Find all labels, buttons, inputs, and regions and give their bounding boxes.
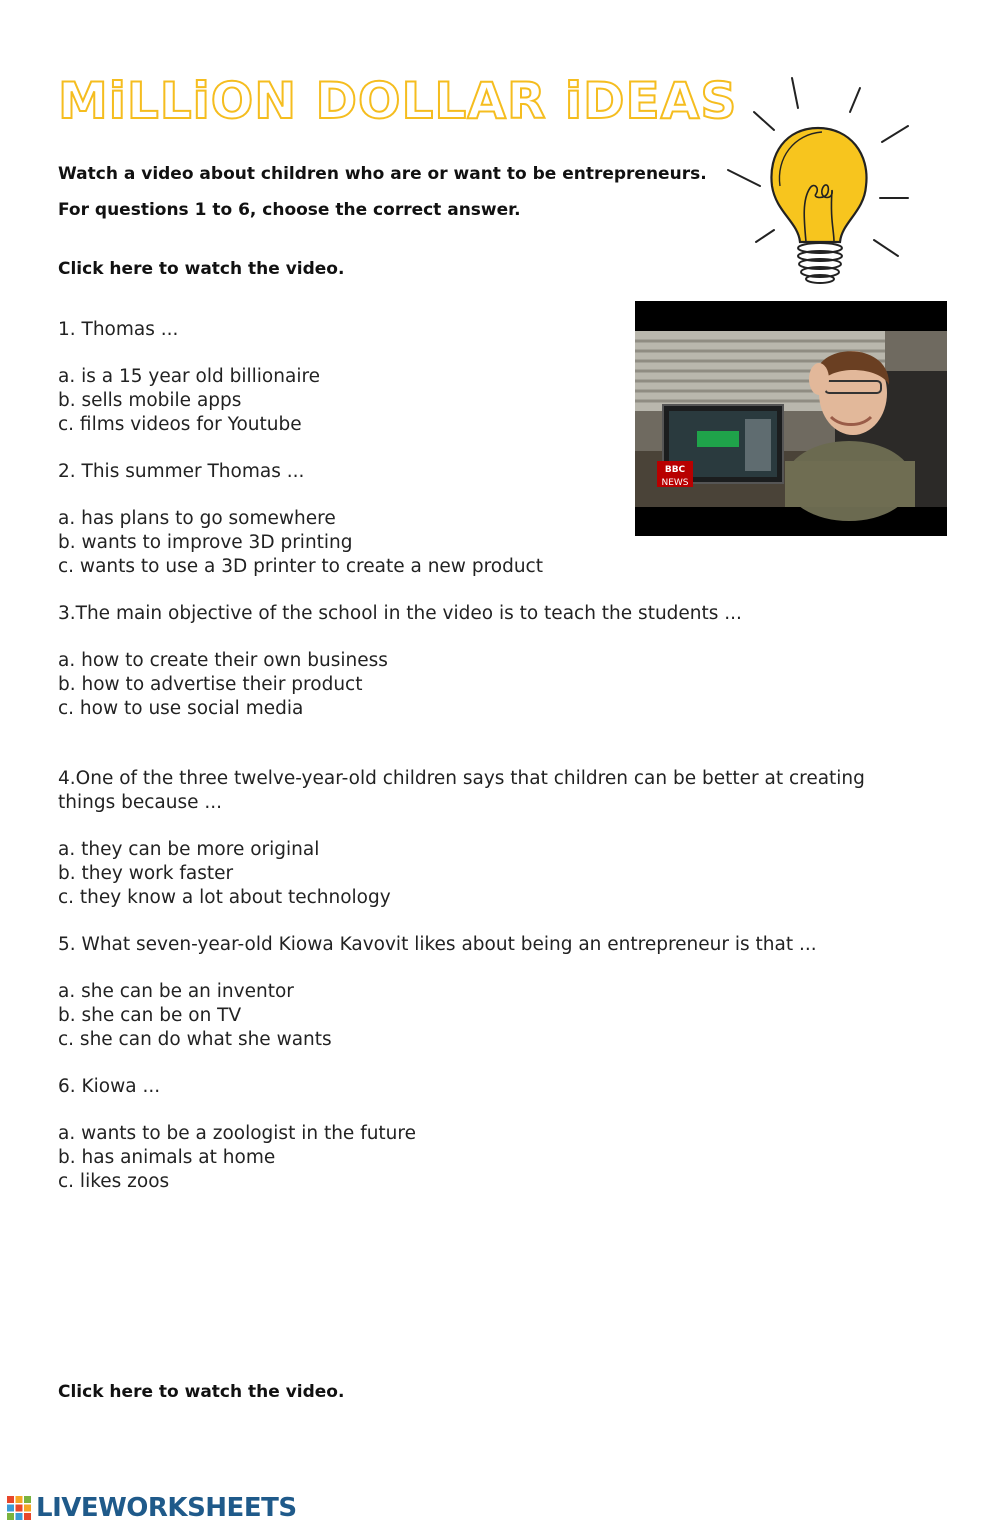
question-1-options <box>58 365 938 437</box>
watch-video-link-top[interactable]: Click here to watch the video. <box>58 259 345 279</box>
answer-option[interactable]: b. sells mobile apps <box>58 390 242 411</box>
question-1: 1. Thomas ... <box>58 319 179 340</box>
spacer <box>58 744 938 767</box>
intro-line-2: For questions 1 to 6, choose the correct answer. <box>58 200 521 220</box>
question-6: 6. Kiowa ... <box>58 1076 161 1097</box>
answer-option[interactable]: a. is a 15 year old billionaire <box>58 366 321 387</box>
answer-option[interactable]: c. films videos for Youtube <box>58 414 302 435</box>
answer-option[interactable]: a. they can be more original <box>58 839 320 860</box>
liveworksheets-brand: LIVEWORKSHEETS <box>36 1493 297 1523</box>
answer-option[interactable]: b. wants to improve 3D printing <box>58 532 353 553</box>
question-3-options <box>58 649 938 721</box>
question-2: 2. This summer Thomas ... <box>58 461 305 482</box>
answer-option[interactable]: b. how to advertise their product <box>58 674 363 695</box>
answer-option[interactable]: c. wants to use a 3D printer to create a new product <box>58 556 543 577</box>
question-4: 4.One of the three twelve-year-old children says that children can be better at creating things because ... <box>58 768 865 813</box>
answer-option[interactable]: a. how to create their own business <box>58 650 388 671</box>
question-6-options <box>58 1122 938 1194</box>
question-4-options <box>58 838 938 910</box>
answer-option[interactable]: a. wants to be a zoologist in the future <box>58 1123 416 1144</box>
worksheet-title: MiLLiON DOLLAR iDEAS <box>58 72 738 130</box>
liveworksheets-grid-icon <box>6 1495 32 1521</box>
questions-list <box>58 318 938 1217</box>
answer-option[interactable]: b. has animals at home <box>58 1147 276 1168</box>
answer-option[interactable]: a. has plans to go somewhere <box>58 508 336 529</box>
watch-video-link-bottom[interactable]: Click here to watch the video. <box>58 1382 345 1402</box>
answer-option[interactable]: a. she can be an inventor <box>58 981 294 1002</box>
bbc-badge-text: BBC <box>664 465 686 475</box>
light-bulb-icon <box>718 70 918 290</box>
question-3: 3.The main objective of the school in the video is to teach the students ... <box>58 603 742 624</box>
news-badge-text: NEWS <box>661 478 689 488</box>
answer-option[interactable]: b. they work faster <box>58 863 234 884</box>
answer-option[interactable]: c. she can do what she wants <box>58 1029 332 1050</box>
answer-option[interactable]: b. she can be on TV <box>58 1005 242 1026</box>
answer-option[interactable]: c. likes zoos <box>58 1171 170 1192</box>
liveworksheets-logo <box>6 1492 297 1524</box>
question-5: 5. What seven-year-old Kiowa Kavovit likes about being an entrepreneur is that ... <box>58 934 817 955</box>
question-2-options <box>58 507 938 579</box>
question-5-options <box>58 980 938 1052</box>
answer-option[interactable]: c. how to use social media <box>58 698 304 719</box>
intro-line-1: Watch a video about children who are or want to be entrepreneurs. <box>58 164 707 184</box>
answer-option[interactable]: c. they know a lot about technology <box>58 887 391 908</box>
